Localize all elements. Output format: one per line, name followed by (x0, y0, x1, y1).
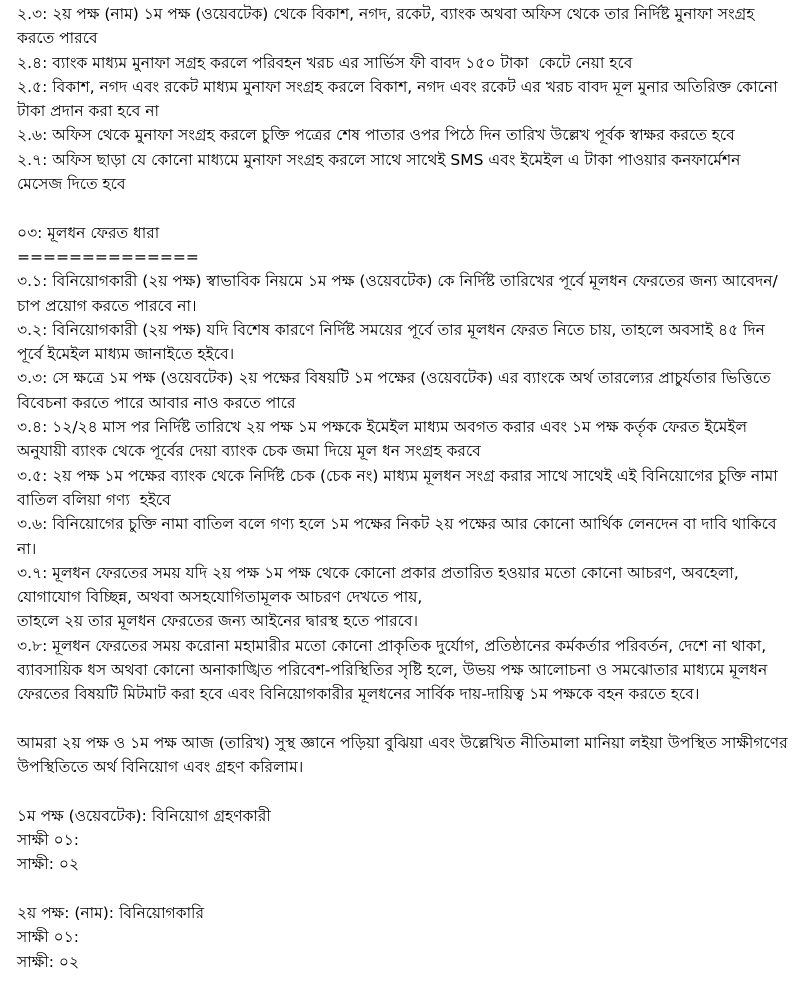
clause-3-7: ৩.৭: মূলধন ফেরতের সময় যদি ২য় পক্ষ ১ম পক্ষ থেকে কোনো প্রকার প্রতারিত হওয়ার মতো কোনো আচরণ, অবহেলা, যোগাযোগ বিচ্ছিন্ন, অথবা অসহযোগিতামূলক আচরণ দেখতে পায়, তাহলে ২য় তার মূলধন ফেরতের জন্য আইনের দ্বারস্থ হতে পারবে। (17, 563, 739, 631)
spacer (17, 780, 790, 804)
declaration-paragraph: আমরা ২য় পক্ষ ও ১ম পক্ষ আজ (তারিখ) সুস্থ জ্ঞানে পড়িয়া বুঝিয়া এবং উল্লেখিত নীতিমালা মানিয়া লইয়া উপস্থিত সাক্ষীগণের উপস্থিতিতে অর্থ বিনিয়োগ এবং গ্রহণ করিলাম। (17, 733, 793, 777)
party-2-witness-2: সাক্ষী: ০২ (17, 952, 80, 971)
party-2-label: ২য় পক্ষ: (নাম): বিনিয়োগকারি (17, 903, 205, 922)
party-1-label: ১ম পক্ষ (ওয়েবটেক): বিনিয়োগ গ্রহণকারী (17, 806, 271, 825)
capital-return-section (17, 221, 790, 707)
spacer (17, 196, 790, 220)
clause-2-6: ২.৬: অফিস থেকে মুনাফা সংগ্রহ করলে চুক্তি পত্রের শেষ পাতার ওপর পিঠে দিন তারিখ উল্লেখ পূর্বক স্বাক্ষর করতে হবে (17, 126, 735, 145)
spacer (17, 877, 790, 901)
clause-2-7: ২.৭: অফিস ছাড়া যে কোনো মাধ্যমে মুনাফা সংগ্রহ করলে সাথে সাথেই SMS এবং ইমেইল এ টাকা পাওয়ার কনফার্মেশন মেসেজ দিতে হবে (17, 150, 746, 194)
clause-3-5: ৩.৫: ২য় পক্ষ ১ম পক্ষের ব্যাংক থেকে নির্দিষ্ট চেক (চেক নং) মাধ্যম মূলধন সংগ্র করার সাথে সাথেই এই বিনিয়োগের চুক্তি নামা বাতিল বলিয়া গণ্য হইবে (17, 466, 783, 509)
clause-3-2: ৩.২: বিনিয়োগকারী (২য় পক্ষ) যদি বিশেষ কারণে নির্দিষ্ট সময়ের পূর্বে তার মূলধন ফেরত নিতে চায়, তাহলে অবসাই ৪৫ দিন পূর্বে ইমেইল মাধ্যম জানাইতে হইবে। (17, 320, 770, 364)
clause-3-1: ৩.১: বিনিয়োগকারী (২য় পক্ষ) স্বাভাবিক নিয়মে ১ম পক্ষ (ওয়েবটেক) কে নির্দিষ্ট তারিখের পূর্বে মূলধন ফেরতের জন্য আবেদন/চাপ প্রয়োগ করতে পারবে না। (17, 272, 778, 315)
party-1-witness-1: সাক্ষী ০১: (17, 831, 80, 850)
clause-3-4: ৩.৪: ১২/২৪ মাস পর নির্দিষ্ট তারিখে ২য় পক্ষ ১ম পক্ষকে ইমেইল মাধ্যম অবগত করার এবং ১ম পক্ষ কর্তৃক ফেরত ইমেইল অনুযায়ী ব্যাংক থেকে পূর্বের দেয়া ব্যাংক চেক জমা দিয়ে মূল ধন সংগ্রহ করবে (17, 418, 752, 461)
party-1-witness-2: সাক্ষী: ০২ (17, 855, 80, 874)
clause-2-4: ২.৪: ব্যাংক মাধ্যম মুনাফা সগ্রহ করলে পরিবহন খরচ এর সার্ভিস ফী বাবদ ১৫০ টাকা কেটে নেয়া হবে (17, 53, 633, 72)
clause-3-3: ৩.৩: সে ক্ষত্রে ১ম পক্ষ (ওয়েবটেক) ২য় পক্ষের বিষয়টি ১ম পক্ষের (ওয়েবটেক) এর ব্যাংকে অর্থ তারল্যের প্রাচুর্যতার ভিত্তিতে বিবেচনা করতে পারে আবার নাও করতে পারে (17, 369, 776, 412)
spacer (17, 707, 790, 731)
clause-3-8: ৩.৮: মূলধন ফেরতের সময় করোনা মহামারীর মতো কোনো প্রাকৃতিক দুর্যোগ, প্রতিষ্ঠানের কর্মকর্তার পরিবর্তন, দেশে না থাকা, ব্যাবসায়িক ধস অথবা কোনো অনাকাঙ্খিত পরিবেশ-পরিস্থিতির সৃষ্টি হলে, উভয় পক্ষ আলোচনা ও সমঝোতার মাধ্যমে মূলধন ফেরতের বিষয়টি মিটমাট করা হবে এবং বিনিয়োগকারীর মূলধনের সার্বিক দায়-দায়িত্ব ১ম পক্ষকে বহন করতে হবে। (17, 636, 773, 704)
party-2-signature-block (17, 901, 790, 974)
section-heading: ০৩: মূলধন ফেরত ধারা (17, 223, 160, 242)
party-2-witness-1: সাক্ষী ০১: (17, 928, 80, 947)
clause-2-3: ২.৩: ২য় পক্ষ (নাম) ১ম পক্ষ (ওয়েবটেক) থেকে বিকাশ, নগদ, রকেট, ব্যাংক অথবা অফিস থেকে তার নির্দিষ্ট মুনাফা সংগ্রহ করতে পারবে (17, 5, 760, 48)
clause-2-5: ২.৫: বিকাশ, নগদ এবং রকেট মাধ্যম মুনাফা সংগ্রহ করলে বিকাশ, নগদ এবং রকেট এর খরচ বাবদ মূল মুনার অতিরিক্ত কোনো টাকা প্রদান করা হবে না (17, 77, 783, 121)
section-heading-underline: ============== (17, 247, 199, 266)
party-1-signature-block (17, 804, 790, 877)
clause-3-6: ৩.৬: বিনিয়োগের চুক্তি নামা বাতিল বলে গণ্য হলে ১ম পক্ষের নিকট ২য় পক্ষের আর কোনো আর্থিক লেনদেন বা দাবি থাকিবে না। (17, 515, 782, 558)
profit-collection-clauses (17, 2, 790, 196)
